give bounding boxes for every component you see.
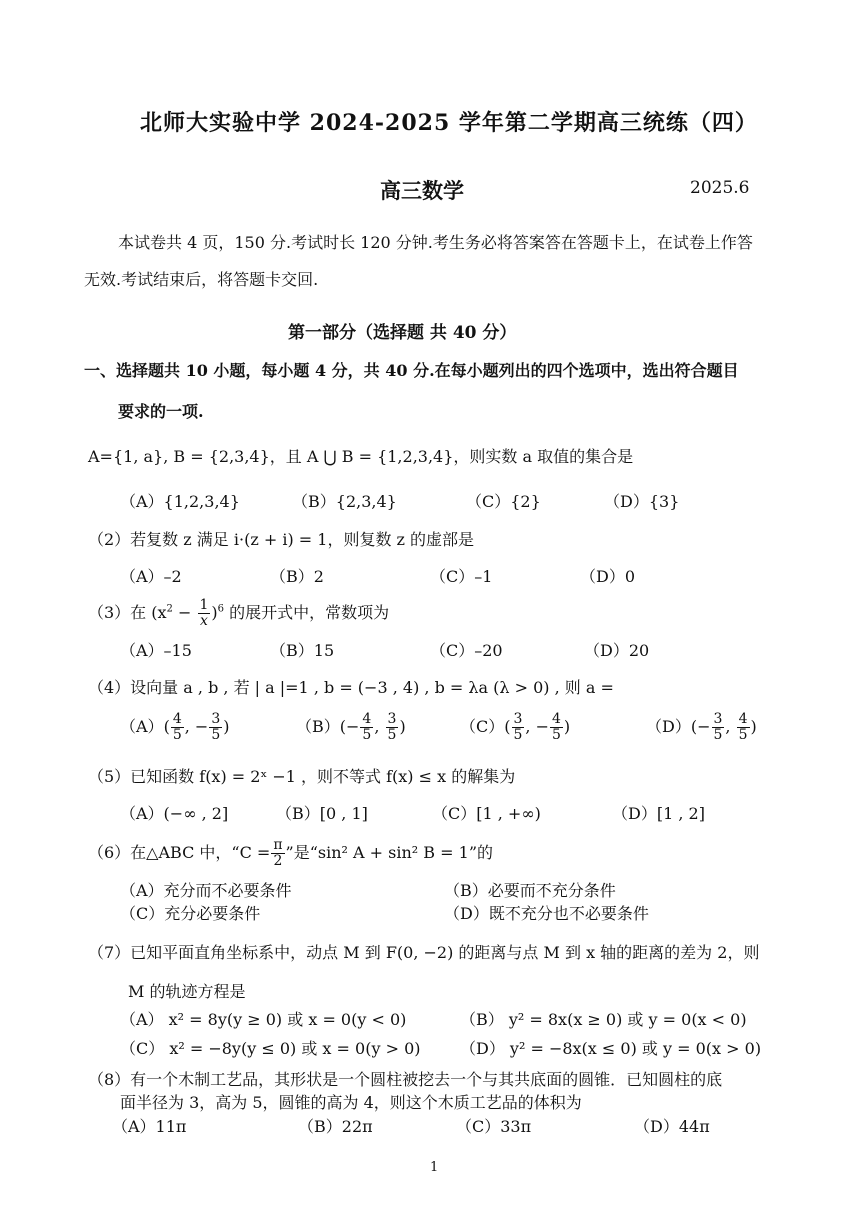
question-2-option-d: （D）0 — [580, 567, 636, 586]
question-4-option-a: （A）( $\frac{4}{5}$ , − $\frac{3}{5}$ ) — [120, 711, 230, 743]
question-6-option-d: （D）既不充分也不必要条件 — [444, 904, 649, 923]
part-one-heading: 第一部分（选择题 共 40 分） — [288, 323, 517, 343]
question-3-stem: （3）在 ($x^2$ − $\frac{1}{x}$ )$^6$ 的展开式中，常数项为 — [88, 597, 390, 629]
question-3-option-a: （A）–15 — [120, 641, 192, 660]
question-8-stem-line-1: （8）有一个木制工艺品，其形状是一个圆柱被挖去一个与其共底面的圆锥．已知圆柱的底 — [88, 1070, 723, 1089]
question-3-stem-suffix: 的展开式中，常数项为 — [229, 603, 390, 622]
question-2-option-a: （A）–2 — [120, 567, 182, 586]
question-7-option-a: （A） x² = 8y(y ≥ 0) 或 x = 0(y < 0) — [120, 1010, 407, 1029]
question-2-option-b: （B）2 — [270, 567, 324, 586]
question-8-option-b: （B）22π — [298, 1117, 373, 1136]
question-6-stem: （6）在△ABC 中，“C = $\frac{\pi}{2}$ ”是“sin² A + sin² B = 1”的 — [88, 837, 494, 869]
question-7-option-b: （B） y² = 8x(x ≥ 0) 或 y = 0(x < 0) — [460, 1010, 747, 1029]
question-5-option-c: （C）[1 , +∞) — [432, 804, 541, 823]
question-7-stem-line-1: （7）已知平面直角坐标系中，动点 M 到 F(0, −2) 的距离与点 M 到 x 轴的距离的差为 2，则 — [88, 943, 760, 962]
question-4-option-b: （B）(− $\frac{4}{5}$ , $\frac{3}{5}$ ) — [296, 711, 406, 743]
question-3-option-c: （C）–20 — [430, 641, 503, 660]
section-one-line-2: 要求的一项. — [118, 402, 204, 421]
question-8-option-d: （D）44π — [634, 1117, 710, 1136]
instructions-line-1: 本试卷共 4 页，150 分.考试时长 120 分钟.考生务必将答案答在答题卡上，在试卷上作答 — [118, 233, 753, 252]
question-7-stem-line-2: M 的轨迹方程是 — [128, 982, 246, 1001]
question-3-option-b: （B）15 — [270, 641, 335, 660]
question-1-stem: A={1, a}, B = {2,3,4}，且 A ⋃ B = {1,2,3,4}，则实数 a 取值的集合是 — [88, 447, 634, 466]
question-6-option-a: （A）充分而不必要条件 — [120, 881, 292, 900]
question-3-option-d: （D）20 — [584, 641, 650, 660]
question-3-stem-prefix: （3）在 (x — [88, 603, 167, 622]
question-5-stem: （5）已知函数 f(x) = 2ˣ −1 ，则不等式 f(x) ≤ x 的解集为 — [88, 767, 516, 786]
question-6-fraction: $\frac{\pi}{2}$ — [273, 837, 283, 869]
question-3-fraction: $\frac{1}{x}$ — [199, 597, 209, 629]
section-one-line-1: 一、选择题共 10 小题，每小题 4 分，共 40 分.在每小题列出的四个选项中，选出符合题目 — [84, 361, 739, 380]
question-1-option-b: （B）{2,3,4} — [292, 492, 397, 511]
instructions-line-2: 无效.考试结束后，将答题卡交回. — [84, 270, 319, 289]
question-1-option-d: （D）{3} — [604, 492, 680, 511]
question-8-option-c: （C）33π — [456, 1117, 532, 1136]
question-7-option-c: （C） x² = −8y(y ≤ 0) 或 x = 0(y > 0) — [120, 1039, 421, 1058]
subject-title: 高三数学 — [380, 178, 464, 203]
question-1-option-a: （A）{1,2,3,4} — [120, 492, 240, 511]
question-4-option-d: （D）(− $\frac{3}{5}$ , $\frac{4}{5}$ ) — [646, 711, 757, 743]
question-1-option-c: （C）{2} — [466, 492, 541, 511]
question-8-option-a: （A）11π — [112, 1117, 187, 1136]
question-5-option-b: （B）[0 , 1] — [276, 804, 368, 823]
question-6-option-b: （B）必要而不充分条件 — [444, 881, 616, 900]
question-7-option-d: （D） y² = −8x(x ≤ 0) 或 y = 0(x > 0) — [460, 1039, 762, 1058]
question-4-option-c: （C）( $\frac{3}{5}$ , − $\frac{4}{5}$ ) — [460, 711, 571, 743]
exam-title: 北师大实验中学 2024-2025 学年第二学期高三统练（四） — [140, 110, 758, 136]
question-4-stem: （4）设向量 a , b , 若 | a |=1 , b = (−3 , 4) , b = λa (λ > 0) , 则 a = — [88, 678, 614, 697]
question-6-option-c: （C）充分必要条件 — [120, 904, 261, 923]
question-2-stem: （2）若复数 z 满足 i·(z + i) = 1，则复数 z 的虚部是 — [88, 530, 475, 549]
exam-date: 2025.6 — [690, 178, 750, 198]
question-5-option-a: （A）(−∞ , 2] — [120, 804, 229, 823]
question-2-option-c: （C）–1 — [430, 567, 493, 586]
question-5-option-d: （D）[1 , 2] — [612, 804, 705, 823]
page-number: 1 — [430, 1160, 439, 1175]
question-8-stem-line-2: 面半径为 3，高为 5，圆锥的高为 4，则这个木质工艺品的体积为 — [120, 1093, 582, 1112]
